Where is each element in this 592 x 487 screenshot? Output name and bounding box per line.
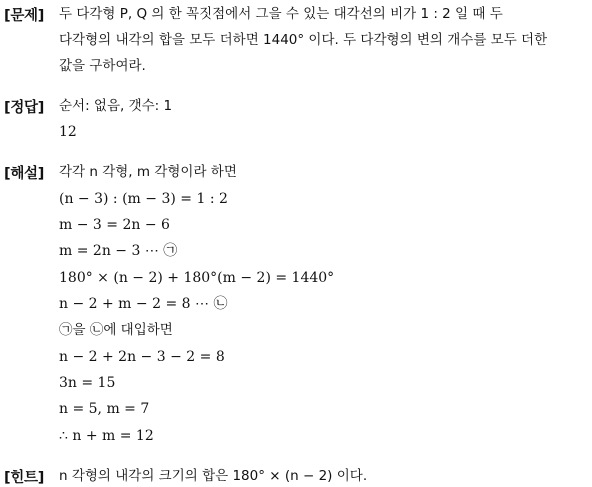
solution-label: [해설]	[4, 166, 45, 182]
solution-line: ∴ n + m = 12	[59, 428, 154, 444]
solution-line: n = 5, m = 7	[59, 401, 150, 417]
solution-line: n − 2 + m − 2 = 8 ⋯ ㉡	[59, 296, 228, 312]
answer-label: [정답]	[4, 100, 45, 116]
solution-line: 각각 n 각형, m 각형이라 하면	[59, 164, 237, 180]
answer-line: 12	[59, 124, 77, 140]
problem-line: 값을 구하여라.	[59, 58, 146, 74]
solution-line: 3n = 15	[59, 375, 116, 391]
problem-line: 다각형의 내각의 합을 모두 더하면 1440° 이다. 두 다각형의 변의 개수를 모두 더한	[59, 32, 548, 48]
solution-line: (n − 3) : (m − 3) = 1 : 2	[59, 191, 228, 207]
hint-line: n 각형의 내각의 크기의 합은 180° × (n − 2) 이다.	[59, 468, 368, 484]
problem-label: [문제]	[4, 8, 45, 24]
problem-line: 두 다각형 P, Q 의 한 꼭짓점에서 그을 수 있는 대각선의 비가 1 : 2 일 때 두	[59, 6, 503, 22]
solution-line: m − 3 = 2n − 6	[59, 217, 170, 233]
hint-label: [힌트]	[4, 470, 45, 486]
solution-line: 180° × (n − 2) + 180°(m − 2) = 1440°	[59, 270, 335, 286]
solution-line: n − 2 + 2n − 3 − 2 = 8	[59, 349, 225, 365]
solution-line: m = 2n − 3 ⋯ ㉠	[59, 243, 178, 259]
answer-line: 순서: 없음, 갯수: 1	[59, 98, 173, 114]
solution-line: ㉠을 ㉡에 대입하면	[59, 322, 173, 338]
